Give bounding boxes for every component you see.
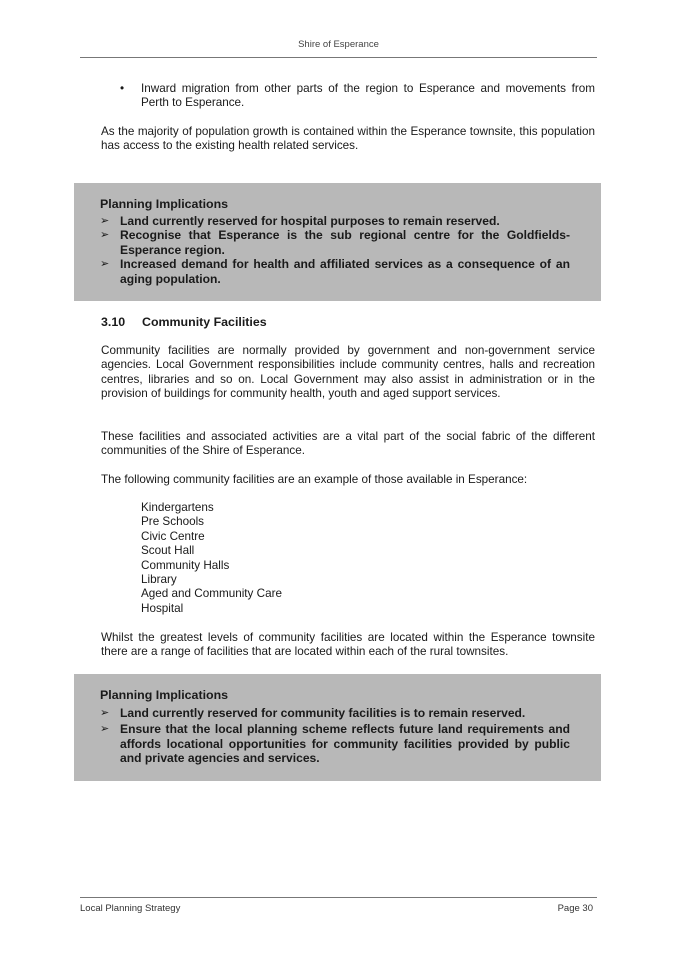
section-title: Community Facilities [142, 315, 267, 329]
list-item: ➢ Recognise that Esperance is the sub regional centre for the Goldfields-Esperance region. [100, 228, 570, 257]
list-item: ➢ Increased demand for health and affiliated services as a consequence of an aging population. [100, 257, 570, 286]
list-item: Library [141, 573, 177, 587]
list-item: Pre Schools [141, 515, 205, 529]
arrow-bullet-icon: ➢ [100, 258, 110, 271]
header-divider [80, 57, 597, 58]
footer-page-number: Page 30 [557, 903, 593, 914]
page-header: Shire of Esperance [298, 39, 379, 50]
list-item: Hospital [141, 601, 184, 615]
list-item: Scout Hall [141, 544, 195, 558]
planning-implications-list [100, 706, 570, 766]
arrow-bullet-icon: ➢ [100, 723, 110, 736]
arrow-bullet-icon: ➢ [100, 229, 110, 242]
list-item: ➢ Land currently reserved for community facilities is to remain reserved. [100, 706, 526, 720]
section-paragraph-1: Community facilities are normally provided by government and non-government service agencies. Local Government responsibilities include community centres, halls and recreation centres, libraries and so on. Local Government may also assist in administration or in the provision of buildings for community health, youth and aged support services. [101, 344, 595, 401]
planning-implications-title: Planning Implications [100, 197, 229, 211]
planning-implications-list [100, 214, 570, 286]
section-number: 3.10 [101, 315, 126, 329]
closing-paragraph: Whilst the greatest levels of community facilities are located within the Esperance townsite there are a range of facilities that are located within each of the rural townsites. [101, 631, 595, 659]
footer-document-title: Local Planning Strategy [80, 903, 181, 914]
arrow-bullet-icon: ➢ [100, 707, 110, 719]
planning-implications-box-2 [74, 674, 601, 781]
list-item: Kindergartens [141, 501, 214, 514]
section-paragraph-2: These facilities and associated activities are a vital part of the social fabric of the different communities of the Shire of Esperance. [101, 430, 595, 458]
section-heading [101, 315, 267, 329]
facility-list [141, 501, 282, 616]
list-item: Aged and Community Care [141, 587, 282, 601]
footer-divider [80, 897, 597, 898]
section-paragraph-3: The following community facilities are an example of those available in Esperance: [101, 473, 528, 486]
planning-implications-title: Planning Implications [100, 688, 229, 702]
arrow-bullet-icon: ➢ [100, 215, 110, 227]
list-item: Community Halls [141, 558, 230, 572]
planning-implications-box-1 [74, 183, 601, 301]
list-item: ➢ Land currently reserved for hospital purposes to remain reserved. [100, 214, 500, 228]
bullet-icon: • [120, 82, 125, 95]
list-item: Civic Centre [141, 529, 205, 543]
intro-paragraph: As the majority of population growth is contained within the Esperance townsite, this population has access to the existing health related services. [101, 125, 595, 153]
list-item: ➢ Ensure that the local planning scheme reflects future land requirements and affords locational opportunities for community facilities provided by public and private agencies and services. [100, 722, 570, 766]
intro-bullet: Inward migration from other parts of the region to Esperance and movements from Perth to Esperance. [141, 82, 595, 110]
